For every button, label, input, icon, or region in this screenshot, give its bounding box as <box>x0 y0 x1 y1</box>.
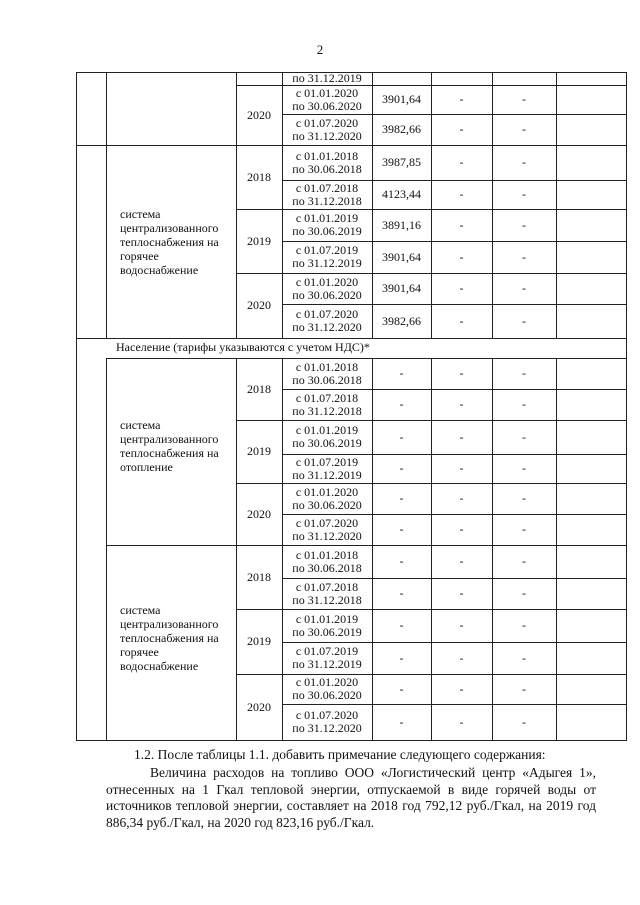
note-line-2: Величина расходов на топливо ООО «Логистический центр «Адыгея 1», отнесенных на 1 Гкал тепловой энергии, отпускаемой в виде горячей воды от источников тепловой энергии, составляет на 2018 год 792,12 руб./Гкал, на 2019 год 886,34 руб./Гкал, на 2020 год 823,16 руб./Гкал. <box>106 765 596 830</box>
table-col-divider <box>106 72 107 339</box>
dash-cell: - <box>459 618 464 632</box>
period-cell: с 01.01.2018 по 30.06.2018 <box>292 359 362 387</box>
dash-cell: - <box>459 122 464 136</box>
dash-cell: - <box>459 92 464 106</box>
dash-cell: - <box>459 681 464 696</box>
system-heating-label: система централизованного теплоснабжения на отопление <box>120 418 219 474</box>
dash-cell: - <box>522 618 526 632</box>
dash-cell: - <box>459 429 464 444</box>
dash-cell: - <box>522 586 526 600</box>
dash-cell <box>431 72 492 85</box>
dash-cell: - <box>522 429 526 444</box>
dash-cell: - <box>459 313 464 328</box>
group-population-label: Население (тарифы указываются с учетом НДС)* <box>116 340 370 354</box>
dash-cell: - <box>459 586 464 600</box>
tariff-value-cell: - <box>399 681 404 696</box>
dash-cell <box>492 72 556 85</box>
year-cell: 2020 <box>247 699 271 714</box>
tariff-value-cell: - <box>399 429 404 444</box>
table-col-divider <box>106 358 107 741</box>
table-border-left <box>76 72 77 741</box>
year-cell: 2019 <box>247 634 271 648</box>
table-col-divider <box>556 72 557 339</box>
period-cell: с 01.07.2018 по 31.12.2018 <box>292 390 362 418</box>
dash-cell: - <box>522 122 526 136</box>
tariff-value-cell: - <box>399 461 404 475</box>
dash-cell: - <box>522 491 526 505</box>
table-border-bottom <box>76 740 627 741</box>
tariff-value-cell: - <box>399 397 404 411</box>
tariff-value-cell <box>372 72 431 85</box>
tariff-value-cell: - <box>399 618 404 632</box>
tariff-value-cell: - <box>399 586 404 600</box>
dash-cell: - <box>522 397 526 411</box>
section-separator <box>76 145 107 146</box>
period-cell: с 01.07.2019 по 31.12.2019 <box>292 454 362 482</box>
dash-cell: - <box>459 397 464 411</box>
tariff-value-cell: - <box>399 522 404 536</box>
dash-cell: - <box>459 650 464 665</box>
note-body <box>106 765 596 831</box>
year-cell: 2020 <box>247 506 271 521</box>
tariff-value-cell: - <box>399 491 404 505</box>
year-cell: 2019 <box>247 233 271 248</box>
dash-cell: - <box>459 461 464 475</box>
table-border-right <box>626 72 627 741</box>
tariff-value-cell: 3891,16 <box>382 217 421 232</box>
year-cell: 2018 <box>247 169 271 184</box>
dash-cell: - <box>522 313 526 328</box>
tariff-value-cell: - <box>399 366 404 380</box>
dash-cell: - <box>459 491 464 505</box>
dash-cell: - <box>522 554 526 568</box>
period-cell: с 01.07.2020 по 31.12.2020 <box>292 307 362 334</box>
dash-cell: - <box>459 554 464 568</box>
period-cell: с 01.01.2019 по 30.06.2019 <box>292 423 362 450</box>
dash-cell: - <box>459 522 464 536</box>
dash-cell: - <box>522 217 526 232</box>
dash-cell: - <box>522 281 526 295</box>
tariff-value-cell: 3901,64 <box>382 281 421 295</box>
year-cell: 2018 <box>247 381 271 396</box>
period-cell: с 01.07.2020 по 31.12.2020 <box>292 708 362 735</box>
dash-cell: - <box>522 187 526 201</box>
note-line-1: 1.2. После таблицы 1.1. добавить примечание следующего содержания: <box>134 747 546 762</box>
period-cell: с 01.07.2018 по 31.12.2018 <box>292 579 362 607</box>
system-hot-water-label-1: система централизованного теплоснабжения на горячее водоснабжение <box>120 207 219 277</box>
period-cell: с 01.01.2020 по 30.06.2020 <box>292 484 362 512</box>
tariff-value-cell: - <box>399 650 404 665</box>
dash-cell: - <box>522 522 526 536</box>
period-cell: с 01.07.2020 по 31.12.2020 <box>292 515 362 543</box>
period-cell: с 01.01.2019 по 30.06.2019 <box>292 611 362 639</box>
system-hot-water-label-2: система централизованного теплоснабжения на горячее водоснабжение <box>120 603 219 673</box>
period-cell: с 01.01.2020 по 30.06.2020 <box>292 675 362 702</box>
year-cell: 2020 <box>247 298 271 312</box>
tariff-value-cell: 3901,64 <box>382 249 421 264</box>
period-cell: с 01.07.2019 по 31.12.2019 <box>292 644 362 671</box>
period-cell: с 01.07.2018 по 31.12.2018 <box>292 180 362 208</box>
tariff-value-cell: 3982,66 <box>382 122 421 136</box>
period-cell: с 01.01.2020 по 30.06.2020 <box>292 85 362 113</box>
dash-cell: - <box>522 461 526 475</box>
tariff-value-cell: - <box>399 554 404 568</box>
dash-cell: - <box>459 249 464 264</box>
dash-cell: - <box>522 714 526 729</box>
year-cell: 2018 <box>247 569 271 584</box>
period-cell: с 01.01.2018 по 30.06.2018 <box>292 547 362 575</box>
period-cell: с 01.01.2019 по 30.06.2019 <box>292 211 362 238</box>
dash-cell: - <box>522 249 526 264</box>
dash-cell: - <box>522 650 526 665</box>
dash-cell: - <box>459 187 464 201</box>
dash-cell: - <box>522 681 526 696</box>
dash-cell: - <box>459 217 464 232</box>
period-cell: с 01.01.2018 по 30.06.2018 <box>292 148 362 176</box>
note-heading <box>106 747 596 764</box>
period-cell: с 01.07.2019 по 31.12.2019 <box>292 243 362 270</box>
group-row-top <box>76 338 627 339</box>
tariff-value-cell: 3901,64 <box>382 92 421 106</box>
tariff-value-cell: 3987,85 <box>382 155 421 169</box>
year-cell: 2019 <box>247 444 271 458</box>
period-cell: по 31.12.2019 <box>292 71 362 85</box>
dash-cell: - <box>459 281 464 295</box>
tariff-table <box>76 72 626 740</box>
period-cell: с 01.01.2020 по 30.06.2020 <box>292 274 362 302</box>
dash-cell: - <box>522 92 526 106</box>
dash-cell: - <box>459 155 464 169</box>
dash-cell: - <box>459 714 464 729</box>
page-number: 2 <box>316 42 324 57</box>
dash-cell: - <box>522 155 526 169</box>
dash-cell: - <box>522 366 526 380</box>
period-cell: с 01.07.2020 по 31.12.2020 <box>292 115 362 143</box>
table-col-divider <box>556 358 557 741</box>
tariff-value-cell: - <box>399 714 404 729</box>
tariff-value-cell: 3982,66 <box>382 313 421 328</box>
year-cell: 2020 <box>247 107 271 122</box>
dash-cell: - <box>459 366 464 380</box>
tariff-value-cell: 4123,44 <box>382 187 421 201</box>
